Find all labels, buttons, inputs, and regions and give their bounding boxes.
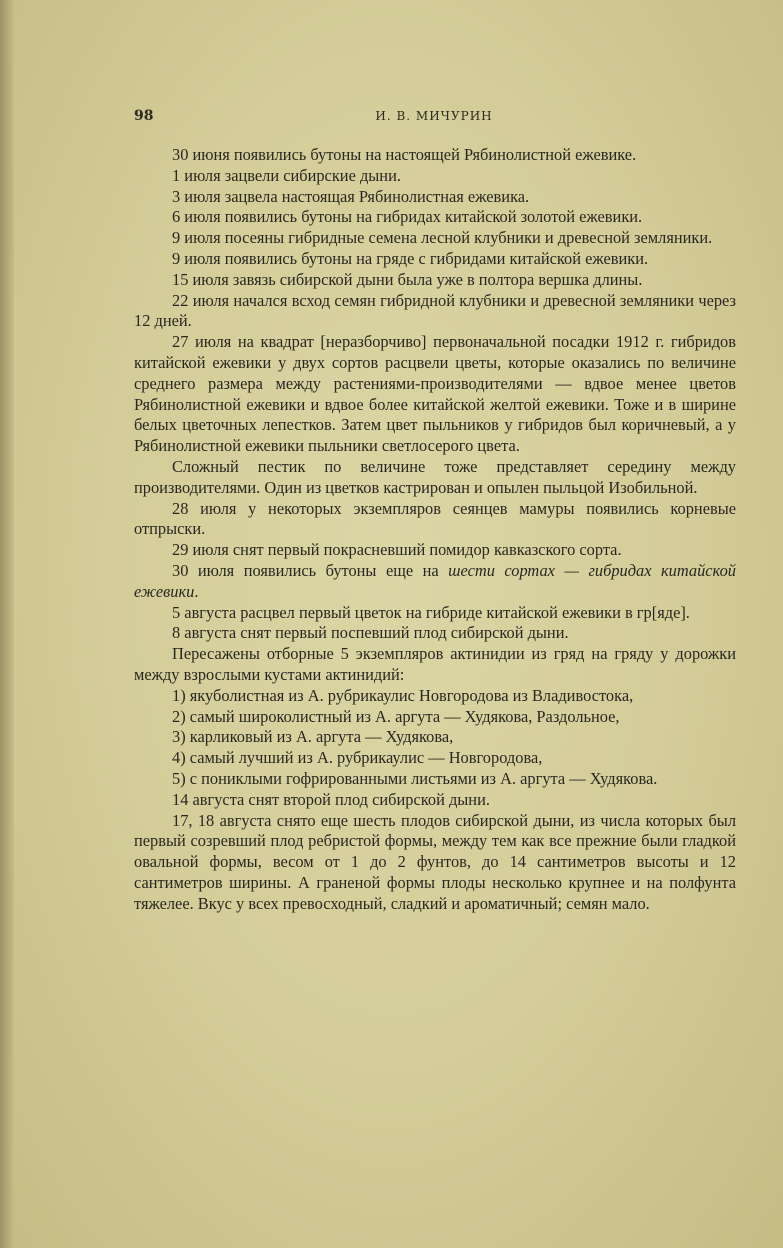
body-text [134,145,736,914]
list-item: 1) якуболистная из А. рубрикаулис Новгородова из Владивостока, [172,685,634,705]
italic-paragraph-after: . [194,581,199,601]
paragraph: 29 июля снят первый покрасневший помидор кавказского сорта. [172,540,622,560]
page-number: 98 [134,108,154,124]
paragraph: 5 августа расцвел первый цветок на гибриде китайской ежевики в гр[яде]. [172,602,690,622]
paragraph-with-italic [134,561,736,603]
paragraph: 28 июля у некоторых экземпляров сеянцев мамуры появились корневые отпрыски. [134,498,736,539]
list-item: 5) с пониклыми гофрированными листьями из А. аргута — Худякова. [172,768,658,788]
paragraph: 22 июля начался всход семян гибридной клубники и древесной земляники через 12 дней. [134,290,736,331]
paragraph: 8 августа снят первый поспевший плод сибирской дыни. [172,623,569,643]
paragraph: 15 июля завязь сибирской дыни была уже в полтора вершка длины. [172,269,643,289]
paragraph: 14 августа снят второй плод сибирской дыни. [172,789,490,809]
paragraph: 3 июля зацвела настоящая Рябинолистная ежевика. [172,186,530,206]
paragraph: 9 июля появились бутоны на гряде с гибридами китайской ежевики. [172,248,649,268]
paragraph: 1 июля зацвели сибирские дыни. [172,165,401,185]
paragraph: Пересажены отборные 5 экземпляров актинидии из гряд на гряду у дорожки между взрослыми кустами актинидий: [134,644,736,684]
list-item: 3) карликовый из А. аргута — Худякова, [172,727,454,747]
page-header [134,108,734,128]
paragraph: 6 июля появились бутоны на гибридах китайской золотой ежевики. [172,207,643,227]
paragraph: 9 июля посеяны гибридные семена лесной клубники и древесной земляники. [172,228,713,248]
italic-paragraph-emphasis: шести сортах — гибридах китайской ежевики [134,560,736,601]
paragraph: 27 июля на квадрат [неразборчиво] первоначальной посадки 1912 г. гибридов китайской ежевики у двух сортов расцвели цветы, которые оказались по величине среднего размера между растениями-производителями — вдвое менее цветов Рябинолистной ежевики и вдвое более китайской желтой ежевики. Тоже и в ширине белых цветочных лепестков. Затем цвет пыльников у гибридов был коричневый, а у Рябинолистной ежевики пыльники светлосерого цвета. [134,332,736,456]
paragraph: Сложный пестик по величине тоже представляет середину между производителями. Один из цветков кастрирован и опылен пыльцой Изобильной. [134,456,736,497]
italic-paragraph-before: 30 июля появились бутоны еще на [172,560,449,580]
page-binding-edge [0,0,14,1248]
paragraph: 17, 18 августа снято еще шесть плодов сибирской дыни, из числа которых был первый созревший плод ребристой формы, между тем как все прежние были гладкой овальной формы, весом от 1 до 2 фунтов, до 14 сантиметров высоты и 12 сантиметров ширины. А граненой формы плоды несколько крупнее и на полфунта тяжелее. Вкус у всех превосходный, сладкий и ароматичный; семян мало. [134,810,736,913]
running-title: И. В. МИЧУРИН [375,109,493,123]
list-item: 2) самый широколистный из А. аргута — Худякова, Раздольное, [172,706,620,726]
paragraph: 30 июня появились бутоны на настоящей Рябинолистной ежевике. [172,145,637,164]
list-item: 4) самый лучший из А. рубрикаулис — Новгородова, [172,748,543,768]
